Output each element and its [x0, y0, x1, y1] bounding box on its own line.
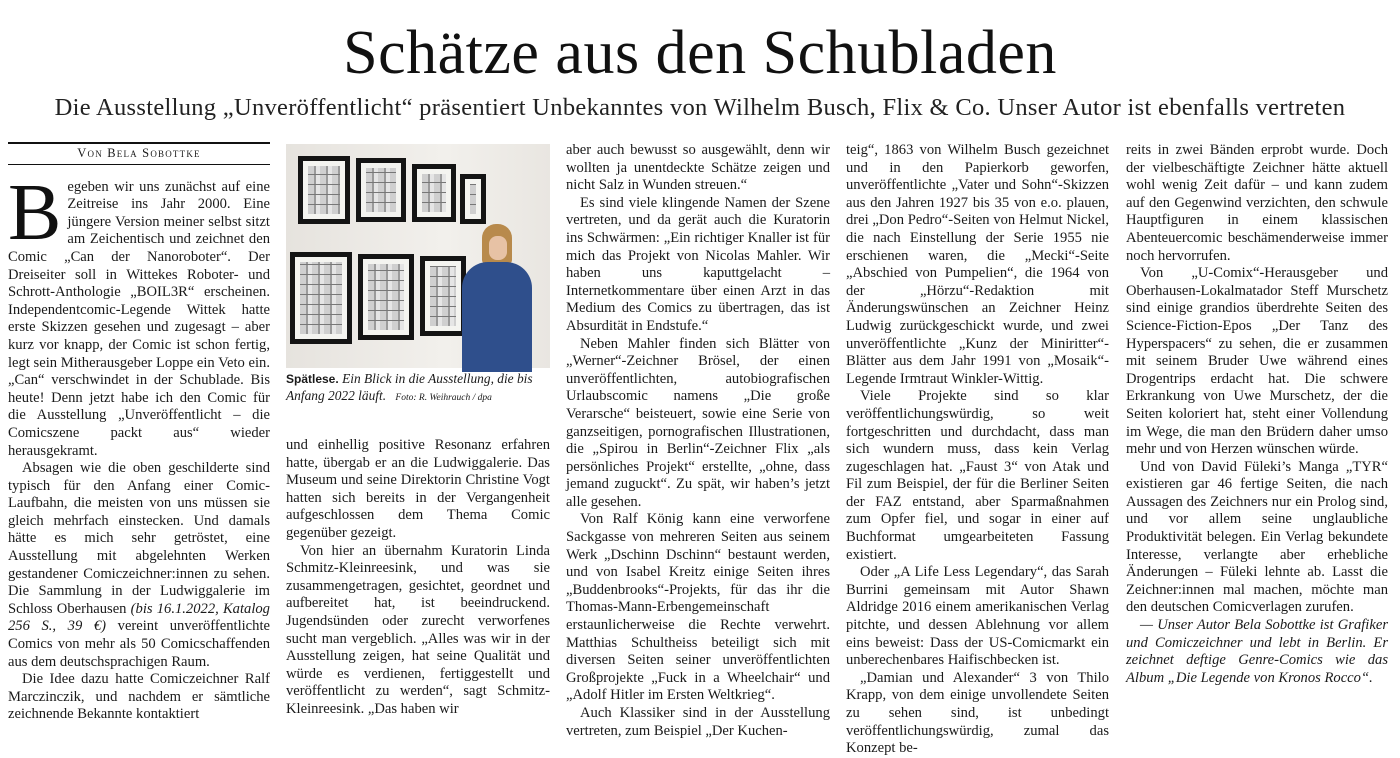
- article-column-3: [566, 142, 830, 740]
- paragraph: und einhellig positive Resonanz erfahren hatte, übergab er an die Ludwiggalerie. Das Museum und seine Direktorin Christine Vogt hatten sich bereits in der Vergangenheit aufgeschlossen dem Thema Comic gegenüber gezeigt.: [286, 437, 550, 541]
- article-column-5: [1126, 142, 1388, 687]
- framed-comic: [290, 252, 352, 344]
- byline: Von Bela Sobottke: [8, 142, 270, 165]
- article-column-4: [846, 142, 1109, 758]
- paragraph: Und von David Füleki’s Manga „TYR“ existieren gar 46 fertige Seiten, die nach Aussagen des Zeichners nur ein Prolog sind, und vor allem seine unglaubliche Produktivität belegen. Ein Verlag bekundete Interesse, verlangte aber erhebliche Änderungen – Füleki lehnte ab. Lasst die Zeichner:innen mal machen, möchte man den deutschen Comicverlagen zurufen.: [1126, 458, 1388, 616]
- lead-paragraph: [8, 168, 270, 461]
- visitor-figure: [462, 262, 532, 372]
- paragraph: Von „U-Comix“-Herausgeber und Oberhausen-Lokalmatador Steff Murschetz sind einige grandios überdrehte Seiten des Science-Fiction-Epos „Der Tanz des Hyperspacers“ zu sehen, die er zusammen mit seinem Bruder Uwe während eines Drogentrips erdacht hat. Die schwere Erkrankung von Uwe Murschetz, der die Seiten koloriert hat, steht einer Vollendung im Wege, die man den Brüdern daher umso mehr und von Herzen wünschen würde.: [1126, 265, 1388, 458]
- paragraph: Die Idee dazu hatte Comiczeichner Ralf Marczinczik, und nachdem er sämtliche zeichnende Bekannte kontaktiert: [8, 671, 270, 723]
- article-column-2: [286, 437, 550, 719]
- framed-comic: [420, 256, 466, 336]
- paragraph: teig“, 1863 von Wilhelm Busch gezeichnet und in den Papierkorb geworfen, unveröffentlichte „Vater und Sohn“-Skizzen aus den Jahren 1927 bis 35 von e.o. plauen, drei „Don Pedro“-Seiten von Helmut Nickel, die nach Einstellung der Serie 1955 nie erschienen waren, die „Mecki“-Seite „Abschied von Pumpelien“, die 1964 von der „Hörzu“-Redaktion mit Änderungswünschen an Zeichner Heinz Ludwig zurückgeschickt wurde, und zwei unveröffentlichte „Kunz der Miniritter“-Blätter aus dem Jahr 1991 von „Mosaik“-Legende Irmtraut Winkler-Wittig.: [846, 142, 1109, 387]
- framed-comic: [298, 156, 350, 224]
- paragraph: Neben Mahler finden sich Blätter von „Werner“-Zeichner Brösel, der einen unveröffentlichten, autobiografischen Urlaubscomic namens „Die große Verarsche“ beisteuert, sowie eine Serie von ganzseitigen, pornografischen Illustrationen, die „Spirou in Berlin“-Zeichner Flix „als persönliches Projekt“ erstellte, „ohne, dass jemand zuguckt“. Zu spät, wir haben’s jetzt alle gesehen.: [566, 335, 830, 510]
- paragraph: „Damian und Alexander“ 3 von Thilo Krapp, von dem einige unvollendete Seiten zu sehen sind, ist unbedingt veröffentlichungswürdig, zumal das Konzept be-: [846, 669, 1109, 757]
- drop-cap: B: [8, 168, 62, 257]
- subheadline: Die Ausstellung „Unveröffentlicht“ präsentiert Unbekanntes von Wilhelm Busch, Flix & Co. Unser Autor ist ebenfalls vertreten: [54, 94, 1346, 121]
- paragraph: Oder „A Life Less Legendary“, das Sarah Burrini gemeinsam mit Autor Shawn Aldridge 2016 einem amerikanischen Verlag pitchte, und dessen Ablehnung vor allem eins beweist: Dass der US-Comicmarkt ein unberechenbares Haifischbecken ist.: [846, 564, 1109, 669]
- caption-lead: Spätlese.: [286, 372, 339, 386]
- paragraph: reits in zwei Bänden erprobt wurde. Doch der vielbeschäftigte Zeichner hätte aktuell wohl wenig Zeit dafür – und kann zudem auf den Gegenwind verzichten, den schwule Hauptfiguren in einem klassischen Abenteuercomic beschämenderweise immer noch hervorrufen.: [1126, 142, 1388, 264]
- lead-paragraph-text: egeben wir uns zunächst auf eine Zeitreise ins Jahr 2000. Eine jüngere Version meiner selbst sitzt am Zeichentisch und zeichnet den Comic „Can der Nanoroboter“. Der Dreiseiter soll in Wittekes Roboter- und Schrott-Anthologie „BOIL3R“ erscheinen. Independentcomic-Legende Wittek hatte erste Skizzen gesehen und zugesagt – aber kurz vor knapp, der Comic ist schon fertig, legt sein Mitherausgeber Loppe ein Veto ein. „Can“ verschwindet in der Schublade. Bis heute! Denn jetzt habe ich den Comic für die Ausstellung „Unveröffentlicht – die Comicszene packt aus“ wieder herausgekramt.: [8, 178, 270, 459]
- paragraph: Auch Klassiker sind in der Ausstellung vertreten, zum Beispiel „Der Kuchen-: [566, 705, 830, 739]
- paragraph: Es sind viele klingende Namen der Szene vertreten, und da gerät auch die Kuratorin ins Schwärmen: „Ein richtiger Knaller ist für mich das Projekt von Nicolas Mahler. Wir haben uns kaputtgelacht – Internetkommentare über einen Arzt in das Medium des Comics zu übertragen, das ist Absurdität in Endstufe.“: [566, 194, 830, 334]
- framed-comic: [356, 158, 406, 222]
- paragraph: [8, 460, 270, 671]
- paragraph: Viele Projekte sind so klar veröffentlichungswürdig, so weit fortgeschritten und durchdacht, dass man sich wundern muss, dass kein Verlag zugeschlagen hat. „Faust 3“ von Atak und Fil zum Beispiel, der für die Berliner Seiten der FAZ entstand, aber Sparmaßnahmen zum Opfer fiel, und sogar in einer auf Buchformat umgearbeiteten Fassung existiert.: [846, 388, 1109, 563]
- visitor-figure: [489, 236, 507, 260]
- exhibition-info: (bis 16.1.2022, Katalog 256 S., 39 €): [8, 600, 270, 635]
- framed-comic: [358, 254, 414, 340]
- paragraph-text: vereint unveröffentlichte Comics von mehr als 50 Comicschaffenden aus dem deutschsprachigen Raum.: [8, 618, 270, 670]
- paragraph: Von hier an übernahm Kuratorin Linda Schmitz-Kleinreesink, und was sie zusammengetragen, gesichtet, geordnet und aufbereitet hat, ist beeindruckend. Jugendsünden oder zurecht verworfenes sucht man vergeblich. „Alles was wir in der Ausstellung zeigen, hat seine Qualität und würde es verdienen, fertiggestellt und veröffentlicht zu werden“, sagt Schmitz-Kleinreesink. „Das haben wir: [286, 542, 550, 717]
- author-bio: — Unser Autor Bela Sobottke ist Grafiker und Comiczeichner und lebt in Berlin. Er zeichnet deftige Genre-Comics wie das Album „Die Legende von Kronos Rocco“.: [1126, 617, 1388, 686]
- paragraph-text: Absagen wie die oben geschilderte sind typisch für den Anfang einer Comic-Laufbahn, die meisten von uns müssen sie gleich mehrfach einstecken. Und damals hätte es mich sehr getröstet, eine Ausstellung mit abgelehnten Werken gestandener Comiczeichner:innen zu sehen. Die Sammlung in der Ludwiggalerie im Schloss Oberhausen: [8, 460, 270, 617]
- paragraph: aber auch bewusst so ausgewählt, denn wir wollten ja unentdeckte Schätze zeigen und nicht Salz in Wunden streuen.“: [566, 142, 830, 194]
- framed-comic: [412, 164, 456, 222]
- paragraph: Von Ralf König kann eine verworfene Sackgasse von mehreren Seiten aus seinem Werk „Dschinn Dschinn“ bestaunt werden, und von Isabel Kreitz einige Seiten ihres „Buddenbrooks“-Projekts, für das ihr die Thomas-Mann-Erbengemeinschaft erstaunlicherweise die Rechte verwehrt. Matthias Schultheiss beteiligt sich mit diversen Seiten seiner unveröffentlichten Großprojekte „Fuck in a Wheelchair“ und „Adolf Hitler im Ersten Weltkrieg“.: [566, 511, 830, 704]
- framed-comic: [460, 174, 486, 224]
- photo-caption: [286, 371, 550, 406]
- photo-credit: Foto: R. Weihrauch / dpa: [395, 392, 492, 403]
- caption-text: Ein Blick in die Ausstellung, die bis Anfang 2022 läuft.: [286, 371, 533, 403]
- headline: Schätze aus den Schubladen: [343, 19, 1057, 87]
- article-column-1: [8, 142, 270, 724]
- exhibition-photo: [286, 144, 550, 368]
